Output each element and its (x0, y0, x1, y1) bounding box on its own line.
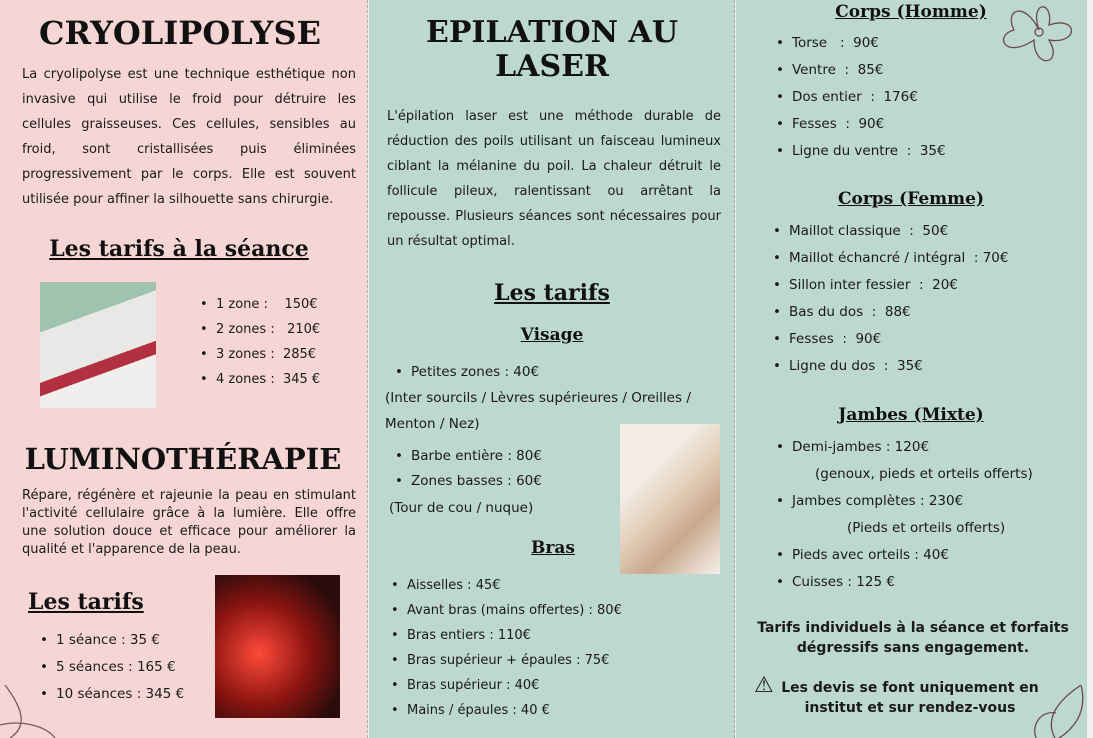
lumino-description: Répare, régénère et rajeunie la peau en stimulant l'activité cellulaire grâce à la lumière. Elle offre une solution douce et efficace pour améliorer la qualité et l'apparence de la peau. (22, 488, 356, 557)
list-item: • Torse : 90€ (774, 30, 946, 57)
list-item: • Mains / épaules : 40 € (389, 698, 622, 723)
list-item: • 5 séances : 165 € (38, 654, 184, 681)
list-item: • Pieds avec orteils : 40€ (774, 542, 949, 569)
lumino-tarifs-heading: Les tarifs (28, 589, 144, 615)
list-item: • Bras supérieur : 40€ (389, 673, 622, 698)
list-item: • Jambes complètes : 230€ (774, 488, 963, 515)
flower-icon (0, 685, 60, 738)
cryolipolyse-panel (0, 0, 368, 738)
homme-heading: Corps (Homme) (835, 2, 987, 22)
flower-icon (1026, 685, 1087, 738)
jambes-note-2: (Pieds et orteils offerts) (847, 520, 1006, 536)
femme-heading: Corps (Femme) (837, 189, 985, 209)
lumino-photo (215, 575, 340, 718)
list-item: • 1 zone : 150€ (198, 292, 320, 317)
list-item: • 10 séances : 345 € (38, 681, 184, 708)
list-item: • Avant bras (mains offertes) : 80€ (389, 598, 622, 623)
devis-warning (754, 673, 1046, 718)
jambes-heading: Jambes (Mixte) (838, 405, 984, 425)
cryo-description: La cryolipolyse est une technique esthétique non invasive qui utilise le froid pour détruire les cellules graisseuses. Ces cellules, sensibles au froid, sont cristallisées puis éliminées progressivement par le corps. Elle est souvent utilisée pour affiner la silhouette sans chirurgie. (22, 67, 356, 207)
list-item: • 3 zones : 285€ (198, 342, 320, 367)
list-item: • Maillot échancré / intégral : 70€ (771, 245, 1008, 272)
list-item: • Bas du dos : 88€ (771, 299, 1008, 326)
list-item: • Fesses : 90€ (771, 326, 1008, 353)
list-item: • Bras entiers : 110€ (389, 623, 622, 648)
list-item: • 2 zones : 210€ (198, 317, 320, 342)
laser-title: EPILATION AU LASER (426, 15, 678, 84)
cryo-price-list (198, 292, 320, 392)
list-item: • Dos entier : 176€ (774, 84, 946, 111)
lumino-title: LUMINOTHÉRAPIE (24, 442, 342, 476)
list-item: • Aisselles : 45€ (389, 573, 622, 598)
list-item: • Ligne du ventre : 35€ (774, 138, 946, 165)
tarifs-note: Tarifs individuels à la séance et forfaits dégressifs sans engagement. (757, 620, 1069, 656)
cryo-title: CRYOLIPOLYSE (39, 14, 321, 52)
jambes-note-1: (genoux, pieds et orteils offerts) (815, 466, 1033, 482)
warning-icon: ⚠ (754, 673, 774, 698)
warning-text: Les devis se font uniquement en institut et sur rendez-vous (781, 680, 1039, 716)
visage-note-2: (Tour de cou / nuque) (389, 500, 534, 516)
list-item: • Fesses : 90€ (774, 111, 946, 138)
list-item: • Cuisses : 125 € (774, 569, 949, 596)
bras-heading: Bras (531, 538, 575, 558)
tarifs-corps-panel (736, 0, 1087, 738)
visage-note: (Inter sourcils / Lèvres supérieures / Oreilles / Menton / Nez) (385, 390, 691, 432)
list-item: • Demi-jambes : 120€ (774, 434, 929, 461)
visage-heading: Visage (520, 325, 584, 345)
list-item: • 1 séance : 35 € (38, 627, 184, 654)
list-item: • 4 zones : 345 € (198, 367, 320, 392)
laser-photo (620, 424, 720, 574)
list-item: • Barbe entière : 80€ (393, 444, 542, 469)
list-item: • Ligne du dos : 35€ (771, 353, 1008, 380)
list-item: • Petites zones : 40€ (393, 360, 539, 385)
list-item: • Bras supérieur + épaules : 75€ (389, 648, 622, 673)
cryo-tarifs-heading: Les tarifs à la séance (49, 236, 309, 262)
laser-tarifs-heading: Les tarifs (494, 280, 610, 306)
list-item: • Maillot classique : 50€ (771, 218, 1008, 245)
cryo-photo (40, 282, 156, 408)
list-item: • Ventre : 85€ (774, 57, 946, 84)
laser-panel (369, 0, 735, 738)
list-item: • Zones basses : 60€ (393, 469, 542, 494)
list-item: • Sillon inter fessier : 20€ (771, 272, 1008, 299)
laser-description: L'épilation laser est une méthode durable de réduction des poils utilisant un faisceau lumineux ciblant la mélanine du poil. La chaleur détruit le follicule pileux, ralentissant ou arrêtant la repousse. Plusieurs séances sont nécessaires pour un résultat optimal. (387, 109, 721, 249)
